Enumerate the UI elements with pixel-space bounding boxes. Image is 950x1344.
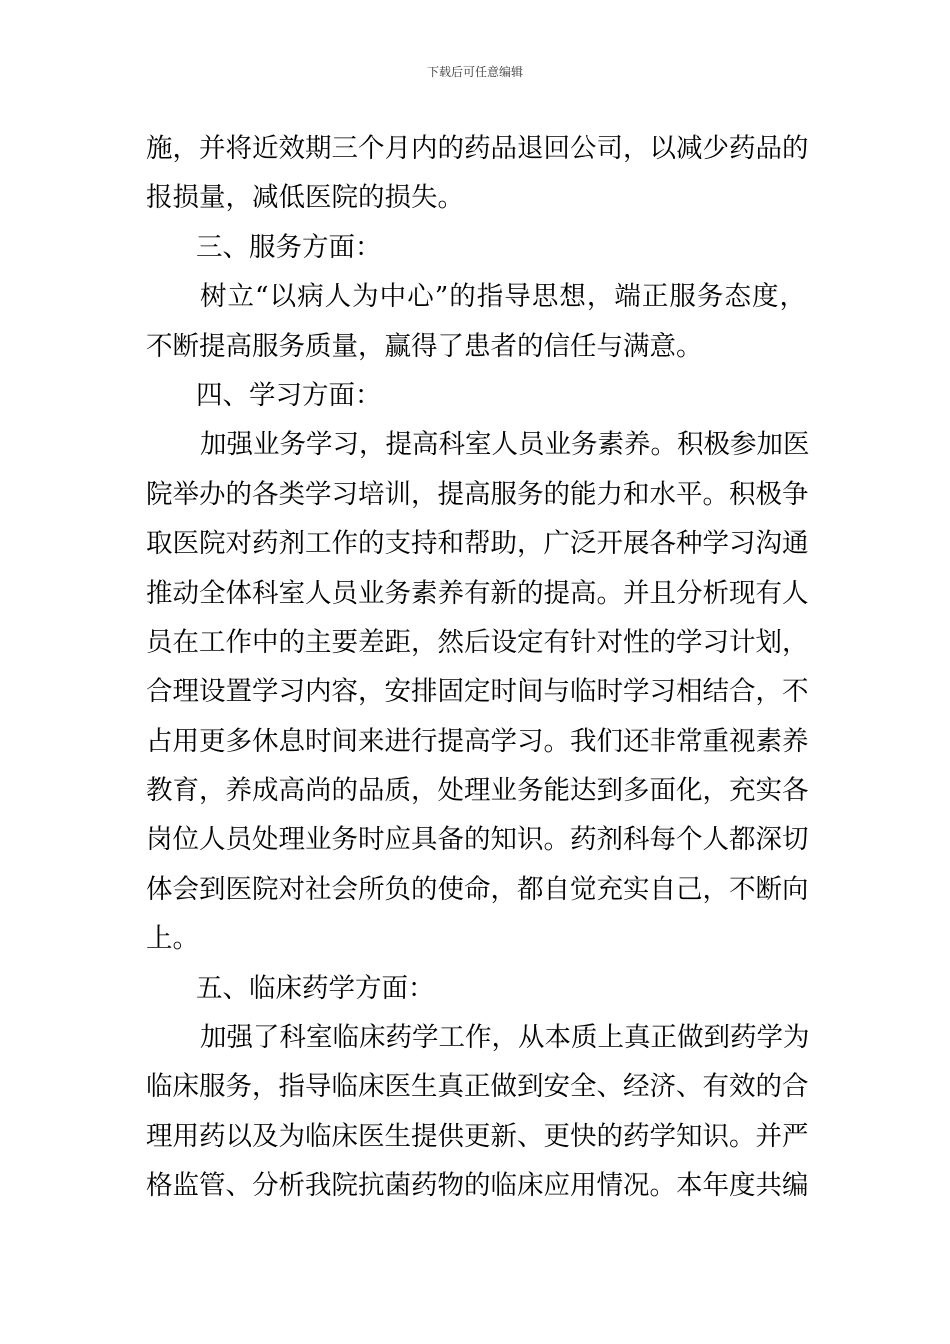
section-heading: 三、服务方面：: [196, 231, 382, 263]
text-line: 推动全体科室人员业务素养有新的提高。并且分析现有人: [146, 577, 809, 609]
text-line: 体会到医院对社会所负的使命，都自觉充实自己，不断向: [146, 873, 809, 905]
text-line: 取医院对药剂工作的支持和帮助，广泛开展各种学习沟通: [146, 528, 809, 560]
page-header: 下载后可任意编辑: [426, 65, 523, 79]
text-line: 教育，养成高尚的品质，处理业务能达到多面化，充实各: [146, 775, 809, 807]
text-line: 院举办的各类学习培训，提高服务的能力和水平。积极争: [146, 478, 809, 510]
text-line: 占用更多休息时间来进行提高学习。我们还非常重视素养: [146, 725, 809, 757]
section-heading: 五、临床药学方面：: [196, 972, 435, 1004]
text-line: 岗位人员处理业务时应具备的知识。药剂科每个人都深切: [146, 824, 809, 856]
document-body: [146, 124, 810, 1211]
text-line: 加强了科室临床药学工作，从本质上真正做到药学为: [200, 1022, 810, 1054]
text-line: 报损量，减低医院的损失。: [146, 182, 464, 214]
text-line: 格监管、分析我院抗菌药物的临床应用情况。本年度共编: [146, 1170, 809, 1202]
text-line: 上。: [146, 923, 199, 955]
text-line: 合理设置学习内容，安排固定时间与临时学习相结合，不: [146, 676, 809, 708]
section-heading: 四、学习方面：: [196, 379, 382, 411]
text-line: 员在工作中的主要差距，然后设定有针对性的学习计划，: [146, 626, 809, 658]
text-line: 临床服务，指导临床医生真正做到安全、经济、有效的合: [146, 1071, 809, 1103]
text-line: 理用药以及为临床医生提供更新、更快的药学知识。并严: [146, 1120, 809, 1152]
text-line: 不断提高服务质量，赢得了患者的信任与满意。: [146, 330, 703, 362]
text-line: 树立“以病人为中心”的指导思想，端正服务态度，: [200, 281, 806, 313]
text-line: 加强业务学习，提高科室人员业务素养。积极参加医: [200, 429, 810, 461]
text-line: 施，并将近效期三个月内的药品退回公司，以减少药品的: [146, 133, 809, 164]
